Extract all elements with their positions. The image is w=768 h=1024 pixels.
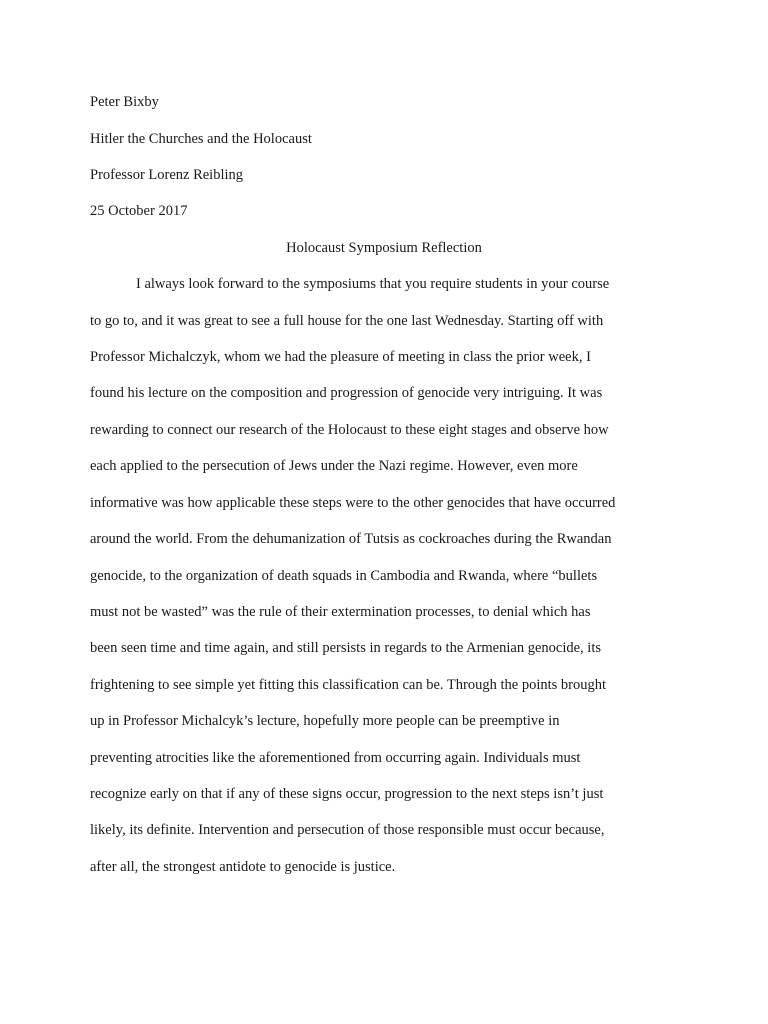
body-line: up in Professor Michalcyk’s lecture, hopefully more people can be preemptive in bbox=[90, 713, 560, 729]
body-line: frightening to see simple yet fitting this classification can be. Through the points brought bbox=[90, 677, 606, 693]
body-line: likely, its definite. Intervention and persecution of those responsible must occur because, bbox=[90, 822, 605, 838]
body-line: I always look forward to the symposiums that you require students in your course bbox=[136, 276, 610, 292]
professor-name: Professor Lorenz Reibling bbox=[90, 167, 244, 183]
body-line: found his lecture on the composition and progression of genocide very intriguing. It was bbox=[90, 385, 603, 401]
document-date: 25 October 2017 bbox=[90, 203, 188, 219]
course-name: Hitler the Churches and the Holocaust bbox=[90, 131, 312, 147]
body-line: preventing atrocities like the aforementioned from occurring again. Individuals must bbox=[90, 750, 581, 766]
author-name: Peter Bixby bbox=[90, 94, 159, 110]
body-line: genocide, to the organization of death squads in Cambodia and Rwanda, where “bullets bbox=[90, 568, 598, 584]
body-line: recognize early on that if any of these signs occur, progression to the next steps isn’t just bbox=[90, 786, 604, 802]
body-line: rewarding to connect our research of the Holocaust to these eight stages and observe how bbox=[90, 422, 609, 438]
body-line: after all, the strongest antidote to genocide is justice. bbox=[90, 859, 396, 875]
body-line: around the world. From the dehumanization of Tutsis as cockroaches during the Rwandan bbox=[90, 531, 612, 547]
body-line: Professor Michalczyk, whom we had the pleasure of meeting in class the prior week, I bbox=[90, 349, 591, 365]
body-line: must not be wasted” was the rule of their extermination processes, to denial which has bbox=[90, 604, 591, 620]
document-title: Holocaust Symposium Reflection bbox=[286, 240, 482, 256]
body-line: been seen time and time again, and still persists in regards to the Armenian genocide, its bbox=[90, 640, 601, 656]
body-line: informative was how applicable these steps were to the other genocides that have occurred bbox=[90, 495, 616, 511]
body-line: to go to, and it was great to see a full house for the one last Wednesday. Starting off with bbox=[90, 313, 604, 329]
body-line: each applied to the persecution of Jews under the Nazi regime. However, even more bbox=[90, 458, 578, 474]
